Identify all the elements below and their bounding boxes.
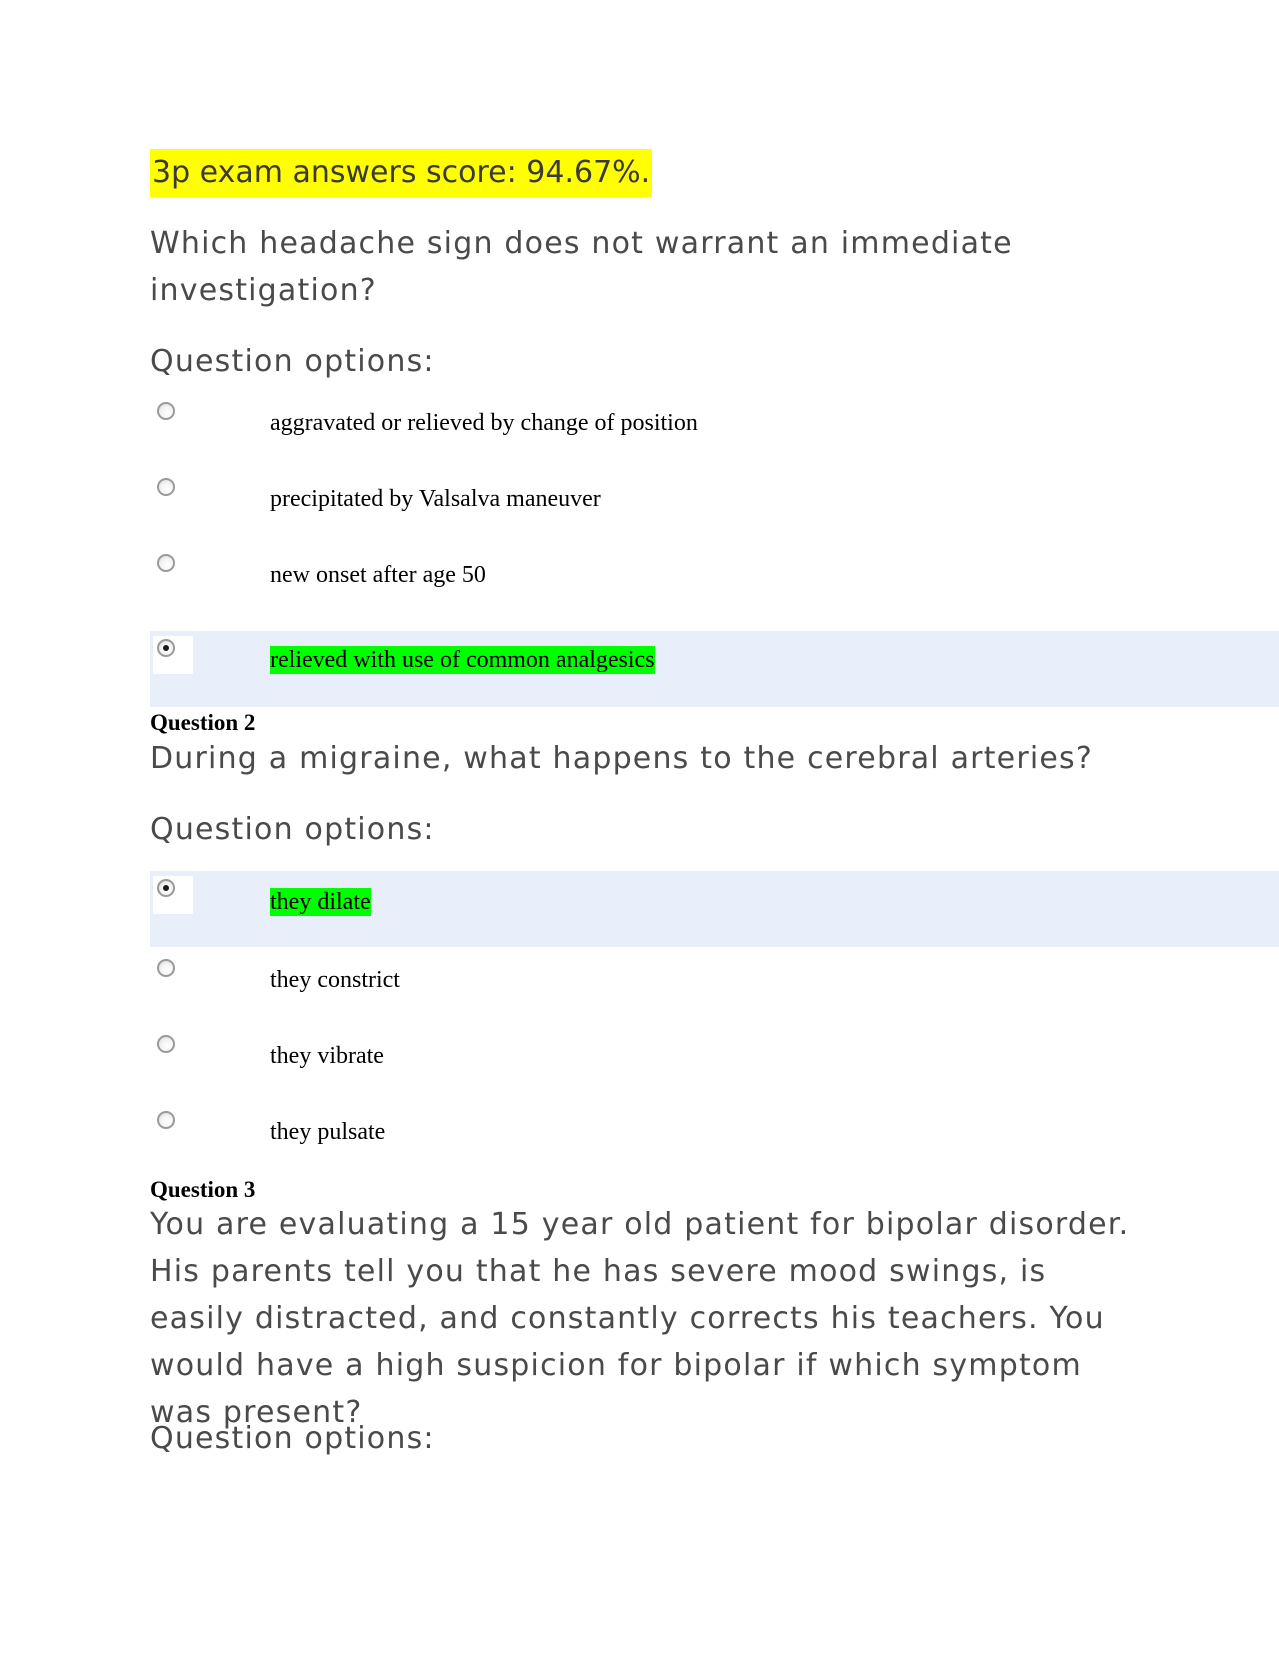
title-wrap — [150, 149, 652, 197]
radio-unchecked-icon[interactable] — [157, 402, 175, 420]
q1-option-2[interactable] — [150, 469, 1279, 545]
question-1-text: Which headache sign does not warrant an immediate investigation? — [150, 226, 1013, 308]
radio-checked-icon[interactable] — [157, 879, 175, 897]
option-label: new onset after age 50 — [270, 562, 486, 588]
question-3-options-heading: Question options: — [150, 1421, 435, 1456]
option-label-correct: relieved with use of common analgesics — [270, 647, 655, 673]
radio-box — [153, 956, 193, 994]
q2-option-1-selected[interactable] — [150, 871, 1279, 947]
option-label: they pulsate — [270, 1119, 386, 1145]
question-3-text: You are evaluating a 15 year old patient for bipolar disorder. His parents tell you that he has severe mood swings, is easily distracted, and constantly corrects his teachers. You would have a high suspicion for bipolar if which symptom was present? — [150, 1207, 1130, 1430]
question-2-options-heading: Question options: — [150, 812, 435, 847]
option-label-correct: they dilate — [270, 889, 371, 915]
radio-box — [153, 551, 193, 589]
radio-checked-icon[interactable] — [157, 639, 175, 657]
radio-unchecked-icon[interactable] — [157, 959, 175, 977]
q1-option-4-selected[interactable] — [150, 631, 1279, 707]
radio-box — [153, 876, 193, 914]
q2-option-3[interactable] — [150, 1026, 1279, 1102]
radio-box — [153, 636, 193, 674]
radio-box — [153, 399, 193, 437]
question-2-heading: Question 2 — [150, 710, 256, 735]
q2-option-2[interactable] — [150, 950, 1279, 1026]
question-1-options-heading: Question options: — [150, 344, 435, 379]
option-label: aggravated or relieved by change of position — [270, 410, 698, 436]
q1-option-3[interactable] — [150, 545, 1279, 621]
radio-unchecked-icon[interactable] — [157, 478, 175, 496]
radio-unchecked-icon[interactable] — [157, 1035, 175, 1053]
radio-unchecked-icon[interactable] — [157, 554, 175, 572]
radio-box — [153, 1032, 193, 1070]
question-2-text: During a migraine, what happens to the cerebral arteries? — [150, 741, 1093, 776]
q2-option-4[interactable] — [150, 1102, 1279, 1178]
option-label: they vibrate — [270, 1043, 384, 1069]
option-label: precipitated by Valsalva maneuver — [270, 486, 601, 512]
exam-score-title: 3p exam answers score: 94.67%. — [150, 149, 652, 197]
radio-box — [153, 1108, 193, 1146]
radio-unchecked-icon[interactable] — [157, 1111, 175, 1129]
q1-option-1[interactable] — [150, 393, 1279, 469]
radio-box — [153, 475, 193, 513]
question-3-heading: Question 3 — [150, 1177, 256, 1202]
option-label: they constrict — [270, 967, 400, 993]
